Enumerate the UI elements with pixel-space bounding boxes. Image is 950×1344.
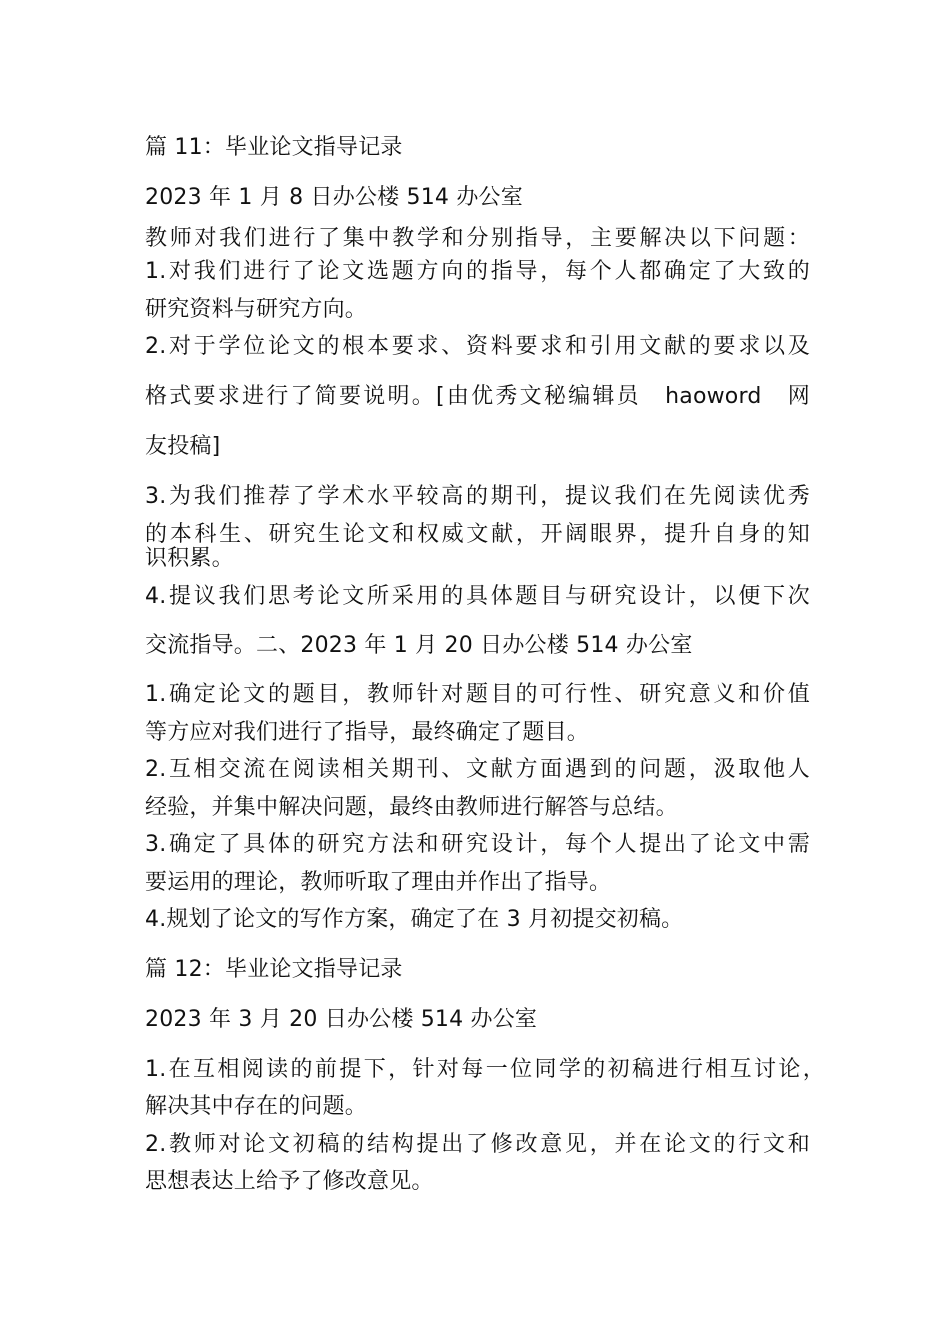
paragraph-line: 识积累。: [145, 546, 234, 571]
paragraph-line: 解决其中存在的问题。: [145, 1094, 368, 1119]
paragraph-line: 2.对于学位论文的根本要求、资料要求和引用文献的要求以及: [145, 334, 810, 359]
record-date-location-2: 2023 年 3 月 20 日办公楼 514 办公室: [145, 1007, 538, 1032]
paragraph-line: 1.确定论文的题目，教师针对题目的可行性、研究意义和价值: [145, 682, 810, 707]
paragraph-line: 友投稿]: [145, 434, 221, 459]
section-heading-12: 篇 12：毕业论文指导记录: [145, 957, 403, 982]
section-heading-11: 篇 11：毕业论文指导记录: [145, 135, 403, 160]
paragraph-line: 3.为我们推荐了学术水平较高的期刊，提议我们在先阅读优秀: [145, 484, 810, 509]
paragraph-line: 等方应对我们进行了指导，最终确定了题目。: [145, 720, 590, 745]
paragraph-line: 研究资料与研究方向。: [145, 297, 368, 322]
paragraph-line: 教师对我们进行了集中教学和分别指导，主要解决以下问题：: [145, 226, 810, 251]
paragraph-line: 1.在互相阅读的前提下，针对每一位同学的初稿进行相互讨论，: [145, 1057, 825, 1082]
paragraph-line: 2.互相交流在阅读相关期刊、文献方面遇到的问题，汲取他人: [145, 757, 810, 782]
paragraph-line: 经验，并集中解决问题，最终由教师进行解答与总结。: [145, 795, 678, 820]
record-date-location-1: 2023 年 1 月 8 日办公楼 514 办公室: [145, 185, 523, 210]
paragraph-line: 要运用的理论，教师听取了理由并作出了指导。: [145, 870, 612, 895]
paragraph-line: 3.确定了具体的研究方法和研究设计，每个人提出了论文中需: [145, 832, 810, 857]
paragraph-line: 交流指导。二、2023 年 1 月 20 日办公楼 514 办公室: [145, 633, 693, 658]
paragraph-line: 1.对我们进行了论文选题方向的指导，每个人都确定了大致的: [145, 259, 810, 284]
paragraph-line: 4.提议我们思考论文所采用的具体题目与研究设计，以便下次: [145, 584, 810, 609]
paragraph-line: 的本科生、研究生论文和权威文献，开阔眼界，提升自身的知: [145, 522, 810, 547]
paragraph-line: 思想表达上给予了修改意见。: [145, 1169, 434, 1194]
paragraph-line: 格式要求进行了简要说明。[由优秀文秘编辑员 haoword 网: [145, 384, 810, 409]
paragraph-line: 4.规划了论文的写作方案，确定了在 3 月初提交初稿。: [145, 907, 684, 932]
paragraph-line: 2.教师对论文初稿的结构提出了修改意见，并在论文的行文和: [145, 1132, 810, 1157]
